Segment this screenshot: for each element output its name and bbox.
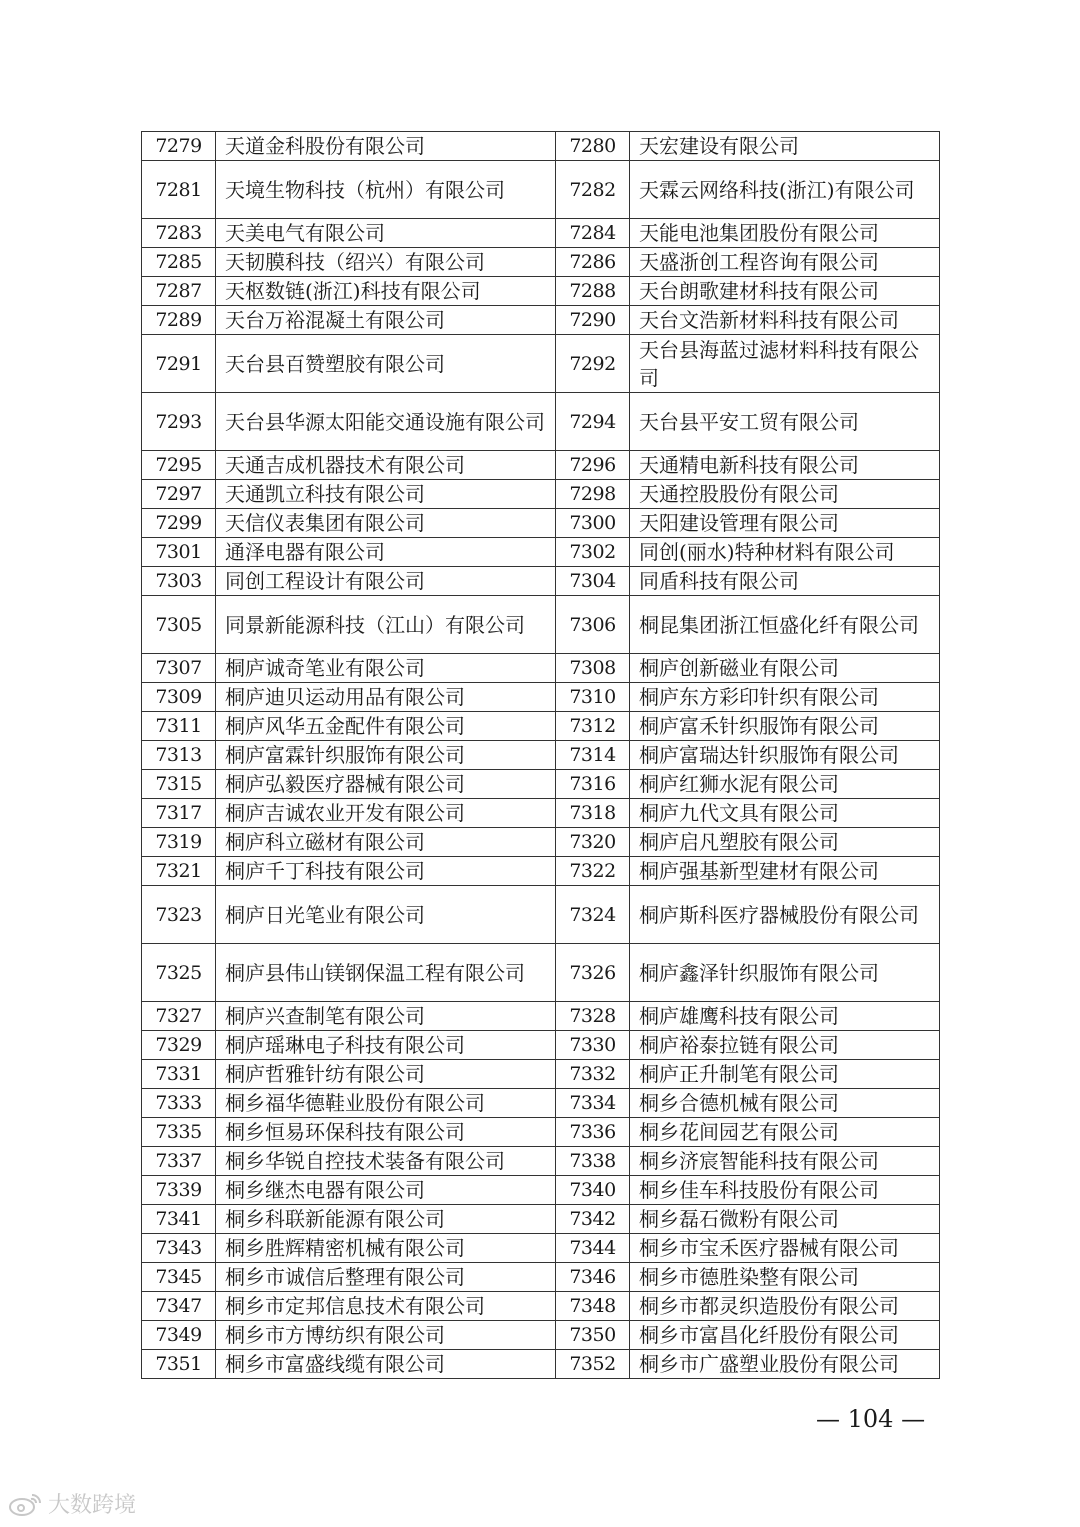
company-name: 桐乡市定邦信息技术有限公司: [216, 1292, 556, 1321]
table-row: [142, 857, 940, 886]
company-name: 天境生物科技（杭州）有限公司: [216, 161, 556, 219]
table-row: [142, 886, 940, 944]
entry-number: 7312: [556, 712, 630, 741]
entry-number: 7308: [556, 654, 630, 683]
company-name: 桐乡恒易环保科技有限公司: [216, 1118, 556, 1147]
company-name: 天台县百赞塑胶有限公司: [216, 335, 556, 393]
company-name: 天信仪表集团有限公司: [216, 509, 556, 538]
company-name: 天能电池集团股份有限公司: [630, 219, 940, 248]
entry-number: 7313: [142, 741, 216, 770]
entry-number: 7293: [142, 393, 216, 451]
entry-number: 7341: [142, 1205, 216, 1234]
table-row: [142, 1350, 940, 1379]
entry-number: 7282: [556, 161, 630, 219]
company-name: 天台县海蓝过滤材料科技有限公司: [630, 335, 940, 393]
company-name: 桐庐诚奇笔业有限公司: [216, 654, 556, 683]
company-name: 天通吉成机器技术有限公司: [216, 451, 556, 480]
company-name: 桐乡济宸智能科技有限公司: [630, 1147, 940, 1176]
table-row: [142, 1031, 940, 1060]
company-name: 桐庐富瑞达针织服饰有限公司: [630, 741, 940, 770]
entry-number: 7329: [142, 1031, 216, 1060]
company-name: 同景新能源科技（江山）有限公司: [216, 596, 556, 654]
table-row: [142, 1176, 940, 1205]
entry-number: 7310: [556, 683, 630, 712]
entry-number: 7299: [142, 509, 216, 538]
entry-number: 7316: [556, 770, 630, 799]
company-name: 桐庐弘毅医疗器械有限公司: [216, 770, 556, 799]
entry-number: 7343: [142, 1234, 216, 1263]
company-name: 天台县平安工贸有限公司: [630, 393, 940, 451]
company-name: 天美电气有限公司: [216, 219, 556, 248]
company-name: 桐庐瑶琳电子科技有限公司: [216, 1031, 556, 1060]
entry-number: 7305: [142, 596, 216, 654]
company-name: 天台万裕混凝土有限公司: [216, 306, 556, 335]
table-row: [142, 1147, 940, 1176]
entry-number: 7331: [142, 1060, 216, 1089]
entry-number: 7280: [556, 132, 630, 161]
company-name: 桐昆集团浙江恒盛化纤有限公司: [630, 596, 940, 654]
entry-number: 7333: [142, 1089, 216, 1118]
company-name: 同创工程设计有限公司: [216, 567, 556, 596]
table-row: [142, 828, 940, 857]
company-name: 桐庐裕泰拉链有限公司: [630, 1031, 940, 1060]
entry-number: 7344: [556, 1234, 630, 1263]
entry-number: 7311: [142, 712, 216, 741]
table-row: [142, 277, 940, 306]
company-name: 桐庐启凡塑胶有限公司: [630, 828, 940, 857]
table-row: [142, 248, 940, 277]
table-row: [142, 712, 940, 741]
entry-number: 7294: [556, 393, 630, 451]
company-name: 桐庐九代文具有限公司: [630, 799, 940, 828]
company-list-table: [141, 131, 940, 1379]
company-name: 同创(丽水)特种材料有限公司: [630, 538, 940, 567]
entry-number: 7325: [142, 944, 216, 1002]
table-row: [142, 509, 940, 538]
entry-number: 7295: [142, 451, 216, 480]
company-name: 天盛浙创工程咨询有限公司: [630, 248, 940, 277]
entry-number: 7326: [556, 944, 630, 1002]
company-name: 桐乡市富盛线缆有限公司: [216, 1350, 556, 1379]
company-name: 天通精电新科技有限公司: [630, 451, 940, 480]
entry-number: 7336: [556, 1118, 630, 1147]
entry-number: 7335: [142, 1118, 216, 1147]
company-name: 桐乡佳车科技股份有限公司: [630, 1176, 940, 1205]
watermark-text: 大数跨境: [48, 1493, 137, 1518]
company-name: 桐庐鑫泽针织服饰有限公司: [630, 944, 940, 1002]
company-name: 通泽电器有限公司: [216, 538, 556, 567]
company-name: 天台朗歌建材科技有限公司: [630, 277, 940, 306]
entry-number: 7323: [142, 886, 216, 944]
table-row: [142, 132, 940, 161]
company-name: 桐庐斯科医疗器械股份有限公司: [630, 886, 940, 944]
entry-number: 7290: [556, 306, 630, 335]
table-row: [142, 567, 940, 596]
company-name: 桐庐创新磁业有限公司: [630, 654, 940, 683]
entry-number: 7285: [142, 248, 216, 277]
entry-number: 7350: [556, 1321, 630, 1350]
company-name: 桐庐哲雅针纺有限公司: [216, 1060, 556, 1089]
table-row: [142, 741, 940, 770]
entry-number: 7304: [556, 567, 630, 596]
entry-number: 7279: [142, 132, 216, 161]
table-row: [142, 1292, 940, 1321]
entry-number: 7303: [142, 567, 216, 596]
entry-number: 7348: [556, 1292, 630, 1321]
table-row: [142, 538, 940, 567]
company-name: 桐庐迪贝运动用品有限公司: [216, 683, 556, 712]
entry-number: 7345: [142, 1263, 216, 1292]
table-row: [142, 1263, 940, 1292]
entry-number: 7349: [142, 1321, 216, 1350]
entry-number: 7302: [556, 538, 630, 567]
entry-number: 7346: [556, 1263, 630, 1292]
entry-number: 7292: [556, 335, 630, 393]
company-name: 桐庐风华五金配件有限公司: [216, 712, 556, 741]
company-name: 天阳建设管理有限公司: [630, 509, 940, 538]
table-row: [142, 944, 940, 1002]
entry-number: 7297: [142, 480, 216, 509]
entry-number: 7300: [556, 509, 630, 538]
page-number: — 104 —: [816, 1405, 926, 1433]
company-name: 桐庐吉诚农业开发有限公司: [216, 799, 556, 828]
entry-number: 7352: [556, 1350, 630, 1379]
company-name: 桐庐兴查制笔有限公司: [216, 1002, 556, 1031]
company-name: 桐乡市都灵织造股份有限公司: [630, 1292, 940, 1321]
entry-number: 7284: [556, 219, 630, 248]
entry-number: 7320: [556, 828, 630, 857]
company-name: 同盾科技有限公司: [630, 567, 940, 596]
entry-number: 7321: [142, 857, 216, 886]
company-name: 桐乡市方博纺织有限公司: [216, 1321, 556, 1350]
company-name: 桐庐东方彩印针织有限公司: [630, 683, 940, 712]
entry-number: 7351: [142, 1350, 216, 1379]
entry-number: 7288: [556, 277, 630, 306]
company-name: 桐乡继杰电器有限公司: [216, 1176, 556, 1205]
company-name: 桐乡花间园艺有限公司: [630, 1118, 940, 1147]
table-row: [142, 1205, 940, 1234]
table-row: [142, 1234, 940, 1263]
entry-number: 7289: [142, 306, 216, 335]
company-name: 桐庐富禾针织服饰有限公司: [630, 712, 940, 741]
entry-number: 7330: [556, 1031, 630, 1060]
entry-number: 7314: [556, 741, 630, 770]
company-name: 桐庐正升制笔有限公司: [630, 1060, 940, 1089]
entry-number: 7309: [142, 683, 216, 712]
table-row: [142, 799, 940, 828]
table-row: [142, 1118, 940, 1147]
weibo-logo-icon: [8, 1491, 44, 1517]
entry-number: 7283: [142, 219, 216, 248]
entry-number: 7337: [142, 1147, 216, 1176]
company-name: 桐庐日光笔业有限公司: [216, 886, 556, 944]
company-name: 天台县华源太阳能交通设施有限公司: [216, 393, 556, 451]
entry-number: 7332: [556, 1060, 630, 1089]
table-row: [142, 1321, 940, 1350]
company-name: 桐乡市诚信后整理有限公司: [216, 1263, 556, 1292]
company-name: 桐乡市德胜染整有限公司: [630, 1263, 940, 1292]
entry-number: 7339: [142, 1176, 216, 1205]
entry-number: 7307: [142, 654, 216, 683]
company-name: 桐庐富霖针织服饰有限公司: [216, 741, 556, 770]
entry-number: 7318: [556, 799, 630, 828]
table-row: [142, 219, 940, 248]
entry-number: 7286: [556, 248, 630, 277]
company-name: 桐乡华锐自控技术装备有限公司: [216, 1147, 556, 1176]
table-row: [142, 480, 940, 509]
table-row: [142, 161, 940, 219]
company-name: 天宏建设有限公司: [630, 132, 940, 161]
company-name: 天台文浩新材料科技有限公司: [630, 306, 940, 335]
company-name: 天通凯立科技有限公司: [216, 480, 556, 509]
table-row: [142, 654, 940, 683]
company-name: 天枢数链(浙江)科技有限公司: [216, 277, 556, 306]
table-row: [142, 306, 940, 335]
table-row: [142, 1089, 940, 1118]
entry-number: 7315: [142, 770, 216, 799]
company-name: 桐乡胜辉精密机械有限公司: [216, 1234, 556, 1263]
company-name: 桐庐红狮水泥有限公司: [630, 770, 940, 799]
table-row: [142, 683, 940, 712]
company-name: 桐庐科立磁材有限公司: [216, 828, 556, 857]
entry-number: 7340: [556, 1176, 630, 1205]
company-name: 桐乡市宝禾医疗器械有限公司: [630, 1234, 940, 1263]
entry-number: 7324: [556, 886, 630, 944]
company-name: 桐乡磊石微粉有限公司: [630, 1205, 940, 1234]
company-name: 天韧膜科技（绍兴）有限公司: [216, 248, 556, 277]
company-name: 天道金科股份有限公司: [216, 132, 556, 161]
company-name: 天霖云网络科技(浙江)有限公司: [630, 161, 940, 219]
entry-number: 7328: [556, 1002, 630, 1031]
entry-number: 7298: [556, 480, 630, 509]
table-row: [142, 1002, 940, 1031]
entry-number: 7306: [556, 596, 630, 654]
entry-number: 7296: [556, 451, 630, 480]
table-row: [142, 596, 940, 654]
company-name: 桐乡科联新能源有限公司: [216, 1205, 556, 1234]
entry-number: 7342: [556, 1205, 630, 1234]
table-row: [142, 451, 940, 480]
company-name: 桐庐强基新型建材有限公司: [630, 857, 940, 886]
entry-number: 7301: [142, 538, 216, 567]
table-row: [142, 770, 940, 799]
entry-number: 7338: [556, 1147, 630, 1176]
entry-number: 7317: [142, 799, 216, 828]
company-name: 桐庐千丁科技有限公司: [216, 857, 556, 886]
entry-number: 7327: [142, 1002, 216, 1031]
company-name: 桐庐雄鹰科技有限公司: [630, 1002, 940, 1031]
entry-number: 7287: [142, 277, 216, 306]
entry-number: 7334: [556, 1089, 630, 1118]
entry-number: 7291: [142, 335, 216, 393]
company-name: 桐乡市广盛塑业股份有限公司: [630, 1350, 940, 1379]
entry-number: 7322: [556, 857, 630, 886]
table-body: [142, 132, 940, 1379]
entry-number: 7347: [142, 1292, 216, 1321]
entry-number: 7281: [142, 161, 216, 219]
table-row: [142, 393, 940, 451]
entry-number: 7319: [142, 828, 216, 857]
table-row: [142, 1060, 940, 1089]
table-row: [142, 335, 940, 393]
company-name: 天通控股股份有限公司: [630, 480, 940, 509]
company-name: 桐乡合德机械有限公司: [630, 1089, 940, 1118]
company-name: 桐乡市富昌化纤股份有限公司: [630, 1321, 940, 1350]
company-name: 桐乡福华德鞋业股份有限公司: [216, 1089, 556, 1118]
company-name: 桐庐县伟山镁钢保温工程有限公司: [216, 944, 556, 1002]
watermark: [8, 1488, 136, 1519]
